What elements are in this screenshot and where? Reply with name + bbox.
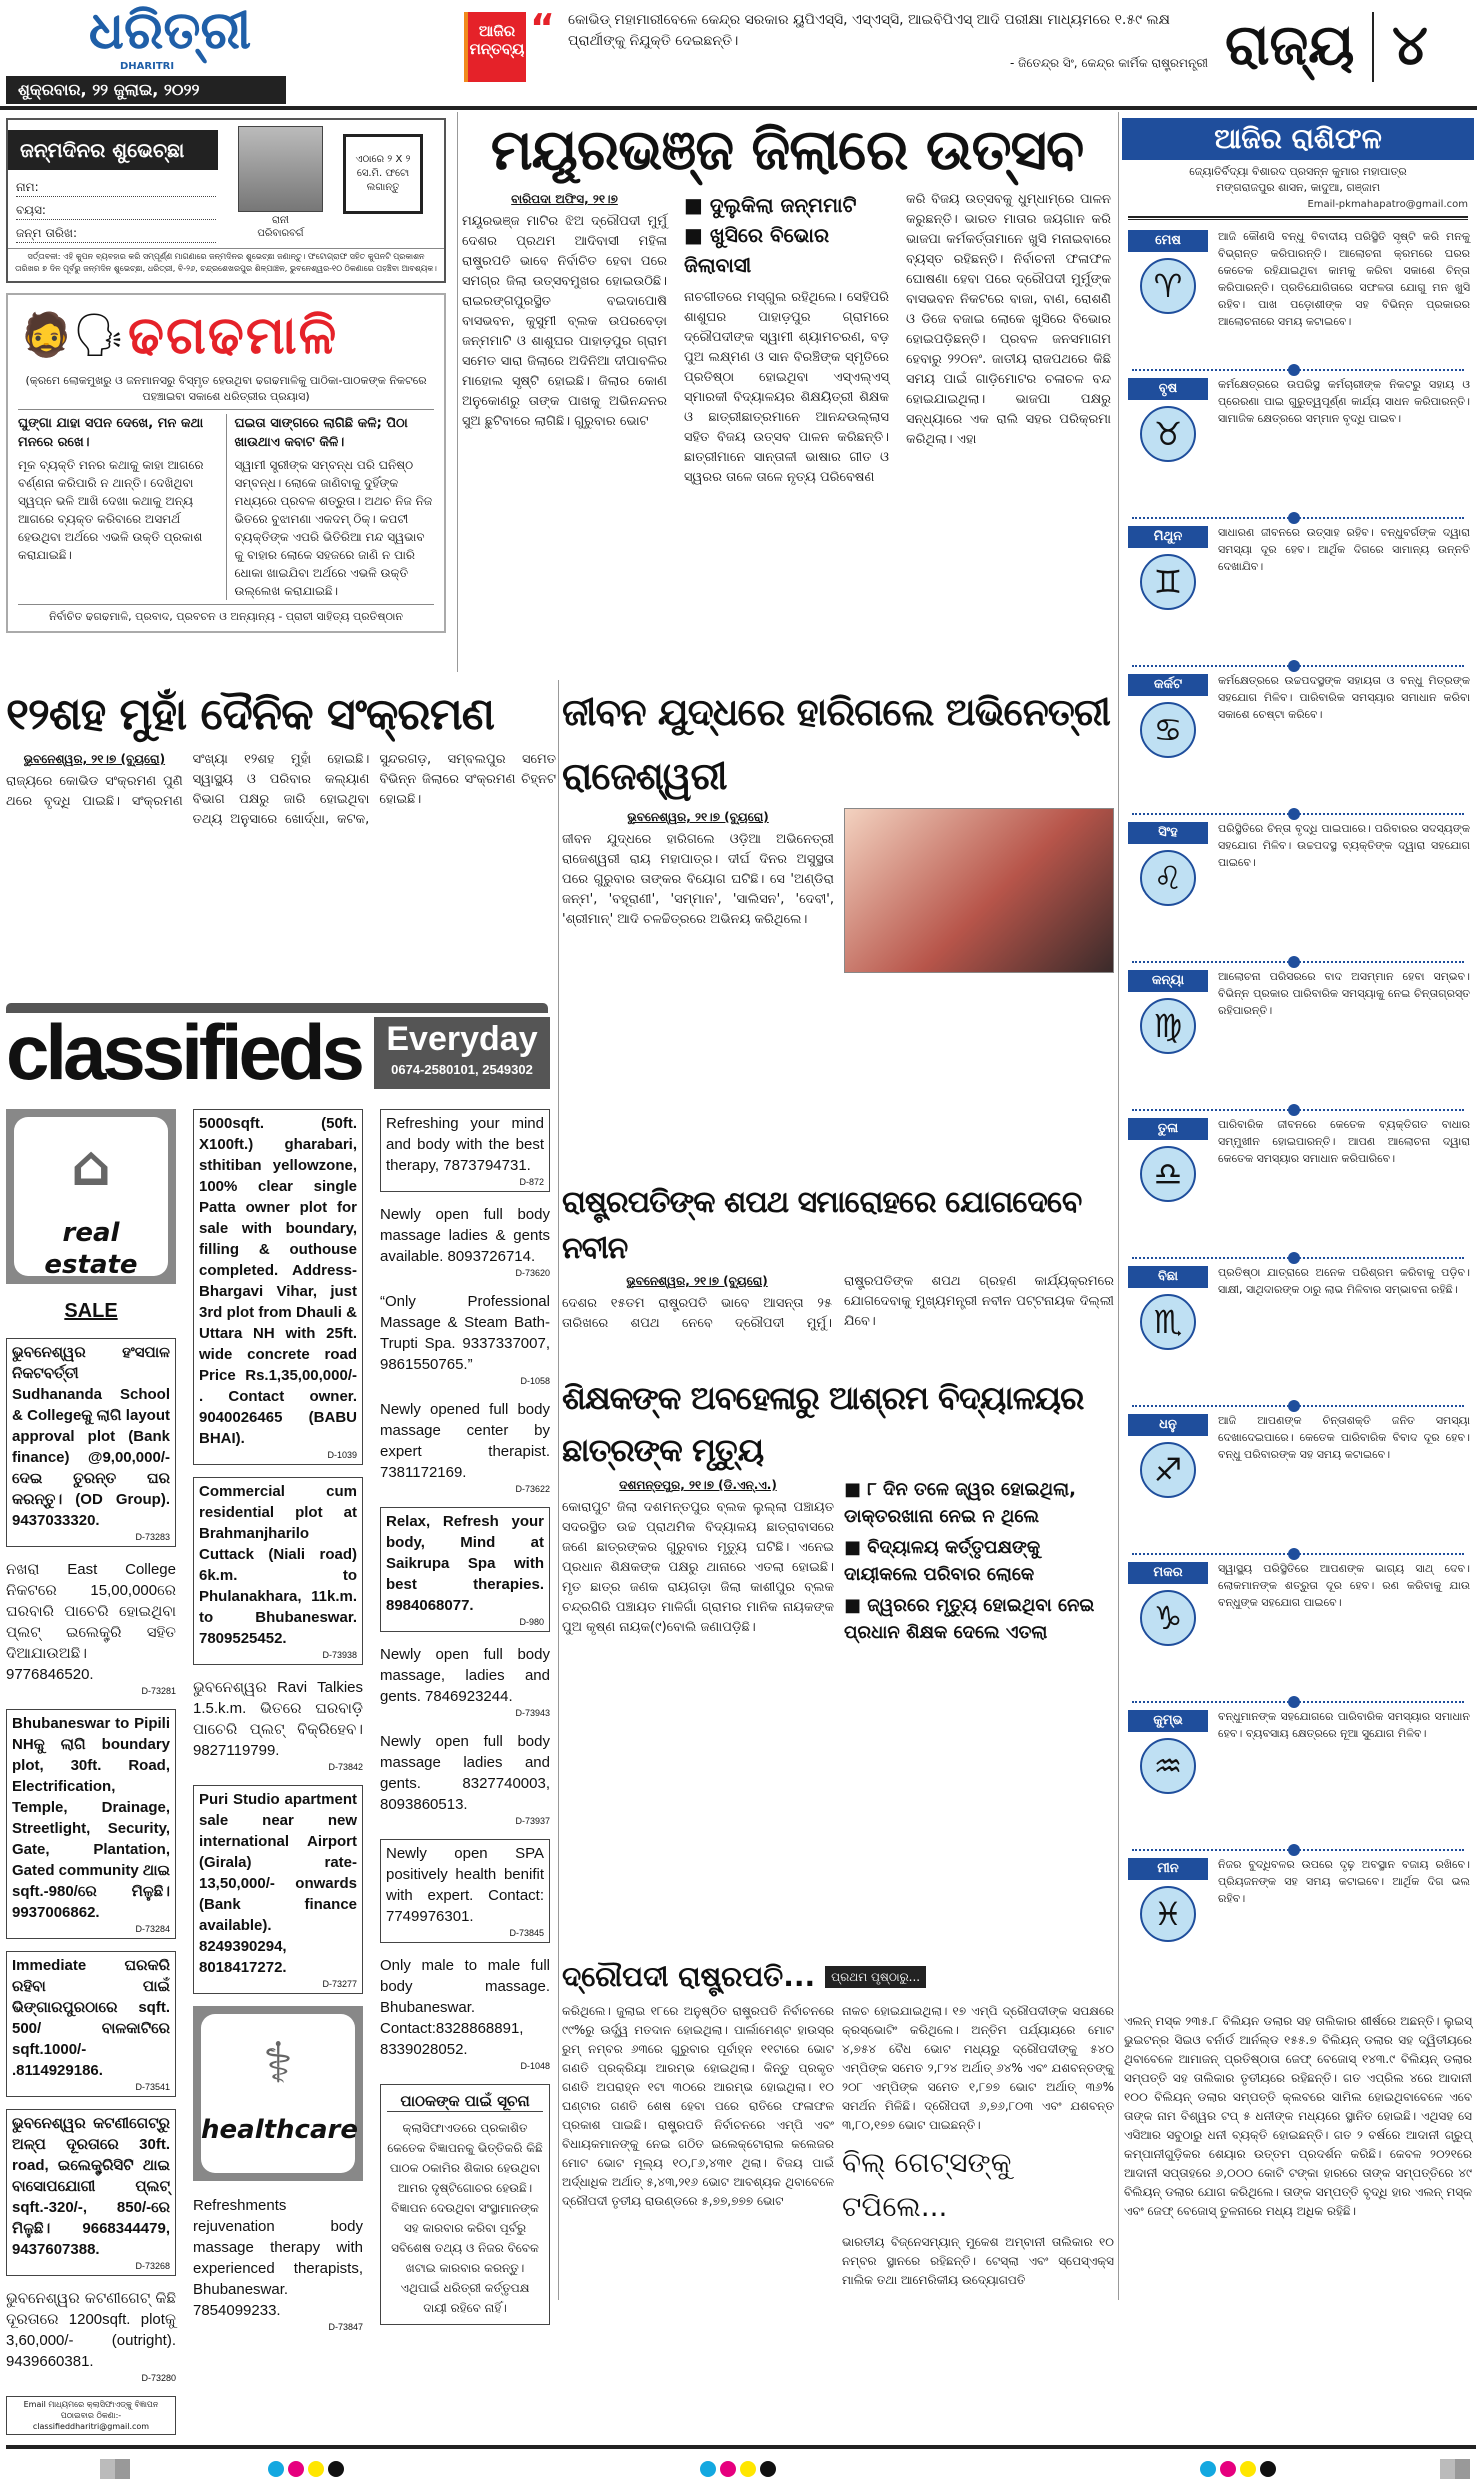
virgo-maiden-icon: ♍ bbox=[1140, 998, 1196, 1054]
ad-text: Bhubaneswar to Pipili NHକୁ ଲାଗି boundary plot, 30ft. Road, Electrification, Temple, Drainage, Streetlight, Security, Gate, Plantation, Gated community ଥାଇ sqft.-980/ରେ ମିଳୁଛି। 9937006862. bbox=[12, 1715, 170, 1921]
healthcare-banner bbox=[193, 2006, 363, 2181]
section-divider bbox=[1372, 12, 1374, 82]
proverb-row bbox=[18, 410, 434, 600]
mayurbhanj-body-2: ନାଚଗୀତରେ ମସ୍‌ଗୁଲ ରହିଥିଲେ। ସେହିପରି ଶାଶୁଘର ପାହାଡ଼ପୁର ଗ୍ରାମରେ ଦ୍ରୌପଦୀଙ୍କ ସ୍ୱାମୀ ଶ୍ୟାମଚରଣ, ବଡ଼ ପୁଅ ଲକ୍ଷ୍ମଣ ଓ ସାନ ବିରଞ୍ଚିଙ୍କ ସ୍ମୃତିରେ ପ୍ରତିଷ୍ଠା ହୋଇଥିବା ଏସ୍‌ଏଲ୍‌ଏସ୍ ସ୍ମାରକୀ ବିଦ୍ୟାଳୟର ଶିକ୍ଷୟିତ୍ରୀ ଶିକ୍ଷକ ଓ ଛାତ୍ରୀଛାତ୍ରମାନେ ଆନନ୍ଦଉଲ୍ଲାସ ସହିତ ବିଜୟ ଉତ୍ସବ ପାଳନ କରିଛନ୍ତି। ଛାତ୍ରୀମାନେ ସାନ୍ତାଳୀ ଭାଷାର ଗୀତ ଓ ସ୍ୱରର ତାଳେ ତାଳେ ନୃତ୍ୟ ପରିବେଷଣ bbox=[684, 290, 889, 485]
black-dot-icon bbox=[1260, 2461, 1276, 2477]
school-death-body: କୋରାପୁଟ ଜିଲା ଦଶମନ୍ତପୁର ବ୍ଲକ ଲୁଲ୍ଲା ପଞ୍ଚାୟତ ସଦରସ୍ଥିତ ଉଚ୍ଚ ପ୍ରାଥମିକ ବିଦ୍ୟାଳୟ ଛାତ୍ରାବାସରେ ଜଣେ ଛାତ୍ରଙ୍କର ଗୁରୁବାର ମୃତ୍ୟୁ ଘଟିଛି। ଏନେଇ ପ୍ରଧାନ ଶିକ୍ଷକଙ୍କ ପକ୍ଷରୁ ଥାନାରେ ଏତଲା ହୋଇଛି। ମୃତ ଛାତ୍ର ଜଣକ ରାୟଗଡ଼ା ଜିଲା କାଶୀପୁର ବ୍ଲକ ଚନ୍ଦ୍ରଗିରି ପଞ୍ଚାୟତ ମାଳିଗାଁ ଗ୍ରାମର ମାନିକ ନାୟକଙ୍କ ପୁଅ କୃଷ୍ଣ ନାୟକ(୯)ବୋଲି ଜଣାପଡ଼ିଛି। bbox=[562, 1500, 834, 1635]
ad-code: D-73622 bbox=[515, 1484, 550, 1494]
mayurbhanj-col1 bbox=[462, 190, 667, 488]
ad-code: D-73281 bbox=[141, 1686, 176, 1696]
school-death-row bbox=[562, 1476, 1114, 1646]
horoscope-sign bbox=[1122, 374, 1474, 521]
ad-code: D-73845 bbox=[509, 1928, 544, 1938]
sign-name: କନ୍ୟା bbox=[1128, 970, 1208, 992]
classifieds-col-1 bbox=[6, 1109, 176, 2435]
classified-ad[interactable] bbox=[193, 1785, 363, 1994]
mayurbhanj-body-3: କରି ବିଜୟ ଉତ୍ସବକୁ ଧୁମ୍‌ଧାମ୍‌ରେ ପାଳନ କରୁଛନ୍ତି। ଭାରତ ମାତାର ଜୟଗାନ କରି ଭାଜପା କର୍ମକର୍ତ୍ତାମାନେ ଖୁସି ମନାଇବାରେ ବ୍ୟସ୍ତ ରହିଛନ୍ତି। ନିର୍ବାଚନୀ ଫଳାଫଳ ଘୋଷଣା ହେବା ପରେ ଦ୍ରୌପଦୀ ମୁର୍ମୁଙ୍କ ବାସଭବନ ନିକଟରେ ବାଜା, ବାଣ, ରୋଶଣି ଓ ଡିଜେ ବଜାଇ ଲୋକେ ଖୁସିରେ ବିଭୋର ହୋଇପଡ଼ିଛନ୍ତି। ପ୍ରବଳ ଜନସମାଗମ ହେବାରୁ ୨୨୦ନଂ. ଜାତୀୟ ରାଜପଥରେ କିଛି ସମୟ ପାଇଁ ଗାଡ଼ିମୋଟର ଚଳାଚଳ ବନ୍ଦ ହୋଇଯାଇଥିଲା। ଭାଜପା ପକ୍ଷରୁ ସନ୍ଧ୍ୟାରେ ଏକ ରାଲି ସହର ପରିକ୍ରମା କରିଥିଲା। ଏହା bbox=[906, 192, 1111, 447]
ad-code: D-73268 bbox=[135, 2261, 170, 2271]
astrologer-name: ଜ୍ୟୋତିର୍ବିଦ୍ୟା ବିଶାରଦ ପ୍ରସନ୍ନ କୁମାର ମହାପାତ୍ର bbox=[1189, 165, 1407, 178]
magenta-dot-icon bbox=[1220, 2461, 1236, 2477]
bullet-text: ଖୁସିରେ ବିଭୋର ଜିଲାବାସୀ bbox=[684, 223, 830, 277]
gemini-twins-icon: ♊ bbox=[1140, 554, 1196, 610]
horoscope-sign bbox=[1122, 1854, 1474, 2001]
classified-ad[interactable] bbox=[380, 1644, 550, 1719]
horoscope-sign bbox=[1122, 1558, 1474, 1705]
sign-prediction: କର୍ମକ୍ଷେତ୍ରରେ ଉପରିସ୍ଥ କର୍ମଚାରୀଙ୍କ ନିକଟରୁ ସହାୟ ଓ ପ୍ରେରଣା ପାଇ ଗୁରୁତ୍ୱପୂର୍ଣ୍ଣ କାର୍ଯ୍ୟ ସାଧନ କରିପାରନ୍ତି। ସାମାଜିକ କ୍ଷେତ୍ରରେ ସମ୍ମାନ ବୃଦ୍ଧି ପାଇବ। bbox=[1218, 378, 1470, 425]
proverb-right-head: ଘଇତା ସାଙ୍ଗରେ ଲାଗିଛି କଳି; ପିଠା ଖାଉଥାଏ କବାଟ କିଳି। bbox=[234, 416, 408, 450]
capricorn-goat-icon: ♑ bbox=[1140, 1590, 1196, 1646]
sign-separator bbox=[1132, 1109, 1464, 1111]
classified-ad[interactable] bbox=[6, 1338, 176, 1547]
horoscope-byline bbox=[1122, 164, 1474, 196]
rajeshwari-dateline: ଭୁବନେଶ୍ୱର, ୨୧।୭ (ବ୍ୟୁରୋ) bbox=[627, 810, 769, 824]
classified-ad[interactable] bbox=[6, 2109, 176, 2276]
middle-column bbox=[562, 680, 1114, 2290]
column-rule bbox=[558, 680, 559, 2300]
classified-ad[interactable] bbox=[380, 1955, 550, 2072]
sale-heading: SALE bbox=[64, 1300, 118, 1322]
classified-ad[interactable] bbox=[380, 1291, 550, 1387]
rajeshwari-row bbox=[562, 808, 1114, 973]
proverb-right-body: ସ୍ୱାମୀ ସ୍ତ୍ରୀଙ୍କ ସମ୍ବନ୍ଧ ପରି ଘନିଷ୍ଠ ସମ୍ବନ୍ଧ। ଲୋକେ ଜାଣିବାକୁ ଦୁହିଁଙ୍କ ମଧ୍ୟରେ ପ୍ରବଳ ଶତ୍ରୁତା। ଅଥଚ ନିଜ ନିଜ ଭିତରେ ବୁଝାମଣା ଏକଦମ୍ ଠିକ୍। କପଟୀ ବ୍ୟକ୍ତିଙ୍କ ଏପରି ଭିତିରିଆ ମନ୍ଦ ସ୍ୱଭାବ କୁ ବାହାର ଲୋକେ ସହଜରେ ଜାଣି ନ ପାରି ଧୋକା ଖାଇଯିବା ଅର୍ଥରେ ଏଭଳି ଉକ୍ତି ଉଲ୍ଲେଖ କରାଯାଇଛି। bbox=[234, 458, 433, 598]
mayurbhanj-col2 bbox=[684, 190, 889, 488]
sign-prediction: ବନ୍ଧୁମାନଙ୍କ ସହଯୋଗରେ ପାରିବାରିକ ସମସ୍ୟାର ସମାଧାନ ହେବ। ବ୍ୟବସାୟ କ୍ଷେତ୍ରରେ ନୂଆ ସୁଯୋଗ ମିଳିବ। bbox=[1218, 1710, 1470, 1740]
ad-code: D-1048 bbox=[520, 2061, 550, 2071]
ad-text: Immediate ଘରକରି ରହିବା ପାଇଁ ଭିଙ୍ଗାରପୁରଠାରେ sqft. 500/ ବାଳକାଟିରେ sqft.1000/- .8114929186. bbox=[12, 1957, 170, 2079]
cancer-crab-icon: ♋ bbox=[1140, 702, 1196, 758]
ad-code: D-73283 bbox=[135, 1532, 170, 1542]
bullet-text: ଜ୍ୱରରେ ମୃତ୍ୟୁ ହୋଇଥିବା ନେଇ ପ୍ରଧାନ ଶିକ୍ଷକ ଦେଲେ ଏତଲା bbox=[844, 1595, 1095, 1643]
proverb-source: ନିର୍ବାଚିତ ଢଗଢମାଳି, ପ୍ରବାଦ, ପ୍ରବଚନ ଓ ଅନ୍ୟାନ୍ୟ - ପ୍ରାଚୀ ସାହିତ୍ୟ ପ୍ରତିଷ୍ଠାନ bbox=[18, 604, 434, 625]
column-rule bbox=[457, 112, 458, 672]
magenta-dot-icon bbox=[288, 2461, 304, 2477]
sign-prediction: କର୍ମକ୍ଷେତ୍ରରେ ଉଚ୍ଚପଦସ୍ଥଙ୍କ ସହାୟତା ଓ ବନ୍ଧୁ ମିତ୍ରଙ୍କ ସହଯୋଗ ମିଳିବ। ପାରିବାରିକ ସମସ୍ୟାର ସମାଧାନ କରିବା ସକାଶେ ଚେଷ୍ଟା କରିବେ। bbox=[1218, 674, 1470, 721]
rajeshwari-article bbox=[562, 808, 834, 973]
pisces-fish-icon: ♓ bbox=[1140, 1886, 1196, 1942]
sign-prediction: ପ୍ରତିଷ୍ଠା ଯାତ୍ରାରେ ଅନେକ ପରିଶ୍ରମ କରିବାକୁ ପଡ଼ିବ। ସାକ୍ଷୀ, ସାଥିଦାରଙ୍କ ଠାରୁ ଲାଭ ମିଳିବାର ସମ୍ଭାବନା ରହିଛି। bbox=[1218, 1266, 1470, 1296]
name-field[interactable]: ନାମ: bbox=[16, 178, 216, 197]
mayurbhanj-headline[interactable]: ମୟୂରଭଞ୍ଜ ଜିଲାରେ ଉତ୍ସବ bbox=[490, 118, 1084, 183]
ad-code: D-73284 bbox=[135, 1924, 170, 1934]
mayurbhanj-dateline: ବାରିପଦା ଅଫିସ, ୨୧।୭ bbox=[511, 192, 618, 206]
sign-name: ସିଂହ bbox=[1128, 822, 1208, 844]
dhagadamali-banner bbox=[18, 301, 434, 373]
droupadi-header bbox=[562, 1958, 1114, 1996]
proverb-right bbox=[234, 414, 434, 600]
sign-name: ମକର bbox=[1128, 1562, 1208, 1584]
yellow-dot-icon bbox=[308, 2461, 324, 2477]
classified-ad[interactable] bbox=[380, 1731, 550, 1827]
sign-separator bbox=[1132, 961, 1464, 963]
page-number: ୪ bbox=[1392, 13, 1428, 78]
aquarius-water-bearer-icon: ♒ bbox=[1140, 1738, 1196, 1794]
print-mark bbox=[1440, 2459, 1470, 2479]
astrologer-address: ମଙ୍ଗରାଜପୁର ଶାସନ, କାଦୁଆ, ଗଞ୍ଜାମ bbox=[1215, 181, 1381, 194]
oath-headline[interactable]: ରାଷ୍ଟ୍ରପତିଙ୍କ ଶପଥ ସମାରୋହରେ ଯୋଗଦେବେ ନବୀନ bbox=[562, 1185, 1082, 1266]
photo-slot: ଏଠାରେ ୨ X ୨ ସେ.ମି. ଫଟୋ ଲଗାନ୍ତୁ bbox=[343, 134, 423, 214]
quote-block bbox=[568, 10, 1208, 72]
ad-text: “Only Professional Massage & Steam Bath- Trupti Spa. 9337337007, 9861550765.” bbox=[380, 1293, 550, 1373]
ad-text: Newly open full body massage, ladies and gents. 7846923244. bbox=[380, 1646, 550, 1705]
rajeshwari-photo bbox=[844, 808, 1114, 973]
scorpio-scorpion-icon: ♏ bbox=[1140, 1294, 1196, 1350]
sign-separator bbox=[1132, 517, 1464, 519]
classified-ad[interactable] bbox=[6, 1951, 176, 2097]
print-mark bbox=[100, 2459, 130, 2479]
black-dot-icon bbox=[328, 2461, 344, 2477]
mayurbhanj-columns bbox=[462, 190, 1112, 488]
sign-name: କର୍କଟ bbox=[1128, 674, 1208, 696]
ad-code: D-73541 bbox=[135, 2082, 170, 2092]
classifieds-title: classifieds bbox=[6, 1008, 361, 1096]
classifieds-phones: 0674-2580101, 2549302 bbox=[391, 1062, 533, 1077]
ad-code: D-73620 bbox=[515, 1268, 550, 1278]
reader-notice-text: କ୍ଲାସିଫାଏଡରେ ପ୍ରକାଶିତ କେତେକ ବିଜ୍ଞାପନକୁ ଭିତ୍ତିକରି କିଛି ପାଠକ ଠକାମିର ଶିକାର ହେଉଥିବା ଆମର ଦୃଷ୍ଟିଗୋଚର ହେଉଛି। ବିଜ୍ଞାପନ ଦେଉଥିବା ସଂସ୍ଥାମାନଙ୍କ ସହ କାରବାର କରିବା ପୂର୍ବରୁ ସବିଶେଷ ତଥ୍ୟ ଓ ନିଜର ବିବେକ ଖଟାଇ କାରବାର କରନ୍ତୁ। ଏଥିପାଇଁ ଧରିତ୍ରୀ କର୍ତ୍ତୃପକ୍ଷ ଦାୟୀ ରହିବେ ନାହିଁ। bbox=[387, 2121, 543, 2315]
sign-prediction: ପାରିବାରିକ ଜୀବନରେ କେତେକ ବ୍ୟକ୍ତିଗତ ବାଧାର ସମ୍ମୁଖୀନ ହୋଇପାରନ୍ତି। ଆପଣ ଆଲୋଚନା ଦ୍ୱାରା କେତେକ ସମସ୍ୟାର ସମାଧାନ କରିପାରିବେ। bbox=[1218, 1118, 1470, 1165]
ad-text: Newly open SPA positively health benifit with expert. Contact: 7749976301. bbox=[386, 1845, 544, 1925]
dharitri-logo-en: DHARITRI bbox=[120, 61, 175, 72]
section-name: ରାଜ୍ୟ bbox=[1225, 13, 1355, 78]
droupadi-headline[interactable]: ଦ୍ରୌପଦୀ ରାଷ୍ଟ୍ରପତି... bbox=[562, 1960, 816, 1993]
droupadi-col-2 bbox=[842, 2002, 1114, 2290]
proverb-left-body: ମୂକ ବ୍ୟକ୍ତି ମନର କଥାକୁ କାହା ଆଗରେ ବର୍ଣ୍ଣନା କରିପାରି ନ ଥାନ୍ତି। ଦେଖିଥିବା ସ୍ୱପ୍ନ ଭଳି ଆଖି ଦେଖା କଥାକୁ ଅନ୍ୟ ଆଗରେ ବ୍ୟକ୍ତ କରିବାରେ ଅସମର୍ଥ ହେଉଥିବା ଅର୍ଥରେ ଏଭଳି ଉକ୍ତି ପ୍ରକାଶ କରାଯାଇଛି। bbox=[18, 458, 204, 562]
classified-ad[interactable] bbox=[380, 1507, 550, 1632]
age-field[interactable]: ବୟସ: bbox=[16, 201, 216, 220]
classified-ad[interactable] bbox=[6, 2288, 176, 2384]
horoscope-sign bbox=[1122, 1114, 1474, 1261]
droupadi-body-1: କରିଥିଲେ। ଜୁଲାଇ ୧୮ରେ ଅନୁଷ୍ଠିତ ରାଷ୍ଟ୍ରପତି ନିର୍ବାଚନରେ ୯୯%ରୁ ଊର୍ଦ୍ଧ୍ୱ ମତଦାନ ହୋଇଥିଲା। ପାର୍ଲାମେଣ୍ଟ ହାଉସ୍‌ର ରୁମ୍ ନମ୍ବର ୬୩ରେ ଗୁରୁବାର ପୂର୍ବାହ୍ନ ୧୧ଟାରେ ଭୋଟ ଗଣତି ପ୍ରକ୍ରିୟା ଆରମ୍ଭ ହୋଇଥିଲା। କିନ୍ତୁ ପ୍ରକୃତ ଗଣତି ଅପରାହ୍ନ ୧ଟା ୩୦ରେ ଆରମ୍ଭ ହୋଇଥିଲା। ୧୦ ଘଣ୍ଟାର ଗଣତି ଶେଷ ହେବା ପରେ ରାତିରେ ଫଳାଫଳ ପ୍ରକାଶ ପାଇଛି। ରାଷ୍ଟ୍ରପତି ନିର୍ବାଚନରେ ଏମ୍‌ପି ଏବଂ ବିଧାୟକମାନଙ୍କୁ ନେଇ ଗଠିତ ଇଲେକ୍ଟୋରାଲ କଲେଜର ମୋଟ ଭୋଟ ମୂଲ୍ୟ ୧୦,୮୬,୪୩୧ ଥିଲା। ବିଜୟ ପାଇଁ ଅର୍ଦ୍ଧାଧିକ ଅର୍ଥାତ୍ ୫,୪୩,୨୧୬ ଭୋଟ ଆବଶ୍ୟକ ଥିବାବେଳେ ଦ୍ରୌପଦୀ ତୃତୀୟ ରାଉଣ୍ଡରେ ୫,୭୭,୭୭୭ ଭୋଟ bbox=[562, 2004, 834, 2208]
ad-text: ନଖରା East College ନିକଟରେ 15,00,000ରେ ଘରବାରି ପାଚେରି ହୋଇଥିବା ପ୍ଲଟ୍ ଇଲେକ୍ଟ୍ରି ସହିତ ଦିଆଯାଉଅଛି। 9776846520. bbox=[6, 1561, 176, 1683]
oath-article bbox=[562, 1272, 1114, 1334]
taurus-bull-icon: ♉ bbox=[1140, 406, 1196, 462]
classified-ad[interactable] bbox=[6, 1709, 176, 1939]
proverb-left bbox=[18, 414, 218, 600]
classified-ad[interactable] bbox=[193, 1109, 363, 1465]
issue-date: ଶୁକ୍ରବାର, ୨୨ ଜୁଲାଇ, ୨୦୨୨ bbox=[6, 76, 286, 104]
ad-text: ଭୁବନେଶ୍ୱର କଟଣୀଗେଟ୍ କିଛି ଦୂରତାରେ 1200sqft. plotକୁ 3,60,000/- (outright). 9439660381. bbox=[6, 2290, 176, 2370]
sagittarius-archer-icon: ♐ bbox=[1140, 1442, 1196, 1498]
ad-text: Relax, Refresh your body, Mind at Saikrupa Spa with best therapies. 8984068077. bbox=[386, 1513, 544, 1614]
sign-prediction: ସ୍ୱାସ୍ଥ୍ୟ ପରିସ୍ଥିତିରେ ଆପଣଙ୍କ ଭାଗ୍ୟ ସାଥ୍ ଦେବ। ଲୋକମାନଙ୍କ ଶତ୍ରୁତା ଦୂର ହେବ। ରଣ କରିବାକୁ ଯାଉ ବନ୍ଧୁଙ୍କ ସହଯୋଗ ପାଇବେ। bbox=[1218, 1562, 1470, 1609]
ad-code: D-73842 bbox=[328, 1762, 363, 1772]
real-estate-label: real estate bbox=[44, 1218, 138, 1280]
sign-name: ମୀନ bbox=[1128, 1858, 1208, 1880]
bill-gates-headline[interactable]: ବିଲ୍ ଗେଟ୍ସଙ୍କୁ ଟପିଲେ... bbox=[842, 2146, 1012, 2223]
birthday-coupon bbox=[6, 118, 446, 283]
covid-body: ରାଜ୍ୟରେ କୋଭିଡ ସଂକ୍ରମଣ ପୁଣି ଥରେ ବୃଦ୍ଧି ପାଇଛି। ସଂକ୍ରମଣ ସଂଖ୍ୟା ୧୨ଶହ ମୁହାଁ ହୋଇଛି। ସ୍ୱାସ୍ଥ୍ୟ ଓ ପରିବାର କଲ୍ୟାଣ ବିଭାଗ ପକ୍ଷରୁ ଜାରି ହୋଇଥିବା ତଥ୍ୟ ଅନୁସାରେ ଖୋର୍ଦ୍ଧା, କଟକ, ସୁନ୍ଦରଗଡ଼, ସମ୍ବଲପୁର ସମେତ ବିଭିନ୍ନ ଜିଲାରେ ସଂକ୍ରମଣ ଚିହ୍ନଟ ହୋଇଛି। bbox=[6, 752, 556, 827]
everyday-label: Everyday bbox=[386, 1020, 538, 1058]
proverb-left-head: ଘୁଙ୍ଗା ଯାହା ସପନ ଦେଖେ, ମନ କଥା ମନରେ ରଖେ। bbox=[18, 416, 204, 450]
real-estate-banner bbox=[6, 1109, 176, 1284]
ad-text: ଭୁବନେଶ୍ୱର ହଂସପାଳ ନିକଟବର୍ତ୍ତୀ Sudhananda School & Collegeକୁ ଲାଗି layout approval plot (Bank finance) @9,00,000/- ଦେଇ ତୁରନ୍ତ ଘର କରନ୍ତୁ। (OD Group). 9437033320. bbox=[12, 1344, 170, 1529]
dhagadamali-title: ଢଗଢମାଳି bbox=[128, 306, 339, 366]
sign-prediction: ନିଜର ବୁଦ୍ଧିବଳର ଉପରେ ଦୃଢ଼ ଅବସ୍ଥାନ ବଜାୟ ରଖିବେ। ପ୍ରିୟଜନଙ୍କ ସହ ସମୟ କଟାଇବେ। ଆର୍ଥିକ ଦିଗ ଭଲ ରହିବ। bbox=[1218, 1858, 1470, 1905]
dob-field[interactable]: ଜନ୍ମ ତାରିଖ: bbox=[16, 224, 216, 243]
bullet-text: ବିଦ୍ୟାଳୟ କର୍ତ୍ତୃପକ୍ଷଙ୍କୁ ଦାୟୀକଲେ ପରିବାର ଲୋକେ bbox=[844, 1537, 1041, 1585]
sign-separator bbox=[1132, 1553, 1464, 1555]
real-estate-banner-inner bbox=[14, 1117, 168, 1280]
droupadi-section bbox=[562, 1958, 1114, 2290]
sign-name: ମେଷ bbox=[1128, 230, 1208, 252]
sign-name: ଧନୁ bbox=[1128, 1414, 1208, 1436]
classified-ad[interactable] bbox=[380, 1839, 550, 1943]
dhagadamali-intro: (କ୍ରମେ ଲୋକମୁଖରୁ ଓ ଜନମାନସରୁ ବିସ୍ମୃତ ହେଉଥିବା ଢଗଢମାଳିକୁ ପାଠିକା-ପାଠକଙ୍କ ନିକଟରେ ପହଞ୍ଚାଇବା ସକାଶେ ଧରିତ୍ରୀର ପ୍ରୟାସ) bbox=[18, 373, 434, 410]
reader-notice bbox=[380, 2084, 550, 2325]
rajeshwari-headline[interactable]: ଜୀବନ ଯୁଦ୍ଧରେ ହାରିଗଲେ ଅଭିନେତ୍ରୀ ରାଜେଶ୍ୱରୀ bbox=[562, 690, 1110, 798]
ad-code: D-73277 bbox=[322, 1979, 357, 1989]
dhagadamali-box bbox=[6, 293, 446, 633]
school-death-article bbox=[562, 1476, 834, 1646]
sign-prediction: ଆଜି କୌଣସି ବନ୍ଧୁ ବିବାଦୀୟ ପରିସ୍ଥିତି ସୃଷ୍ଟି କରି ମନକୁ ବିଭ୍ରାନ୍ତ କରିପାରନ୍ତି। ଆଲୋଚନା କ୍ରମରେ ଘରର କେତେକ ରହିଯାଇଥିବା କାମକୁ କରିବା ସକାଶେ ଚିନ୍ତା କରିପାରନ୍ତି। ପ୍ରତିଯୋଗିତାରେ ସଫଳତା ଯୋଗୁ ମନ ଖୁସି ରହିବ। ପାଖ ପଡ଼ୋଶୀଙ୍କ ସହ ବିଭିନ୍ନ ପ୍ରକାରର ଆଲୋଚନାରେ ସମୟ କଟାଇବେ। bbox=[1218, 230, 1470, 328]
sign-separator bbox=[1132, 369, 1464, 371]
footer-rule bbox=[6, 2445, 1476, 2449]
ad-text: Newly opened full body massage center by expert therapist. 7381172169. bbox=[380, 1401, 550, 1481]
droupadi-row bbox=[562, 2002, 1114, 2290]
horoscope-sign bbox=[1122, 1410, 1474, 1557]
sign-separator bbox=[1132, 1701, 1464, 1703]
classified-ad[interactable] bbox=[6, 1559, 176, 1697]
classified-ad[interactable] bbox=[380, 1204, 550, 1279]
cyan-dot-icon bbox=[268, 2461, 284, 2477]
ad-code: D-73943 bbox=[515, 1708, 550, 1718]
healthcare-banner-inner bbox=[201, 2014, 358, 2173]
quote-text: କୋଭିଡ୍ ମହାମାରୀବେଳେ କେନ୍ଦ୍ର ସରକାର ୟୁପିଏସ୍‌ସି, ଏସ୍‌ଏସ୍‌ସି, ଆଇବିପିଏସ୍ ଆଦି ପରୀକ୍ଷା ମାଧ୍ୟମରେ ୧.୫୯ ଲକ୍ଷ ପ୍ରାର୍ଥୀଙ୍କୁ ନିଯୁକ୍ତି ଦେଇଛନ୍ତି। bbox=[568, 12, 1170, 49]
bill-gates-body-2: ଏଲନ୍ ମସ୍କ ୨୩୫.୮ ବିଲିୟନ ଡଲାର ସହ ତାଲିକାର ଶୀର୍ଷରେ ଅଛନ୍ତି। ଲୁଇସ୍ ଭୁଇଟନ୍‌ର ସିଇଓ ବର୍ନାର୍ଡ ଆର୍ନଲ୍ଡ ୧୫୫.୭ ବିଲିୟନ୍ ଡଲାର ସହ ଦ୍ୱିତୀୟରେ ଥିବାବେଳେ ଆମାଜନ୍ ପ୍ରତିଷ୍ଠାତା ଜେଫ୍ ବେଜୋସ୍ ୧୪୩.୯ ବିଲିୟନ୍ ଡଲାର ସମ୍ପତ୍ତି ସହ ତାଲିକାର ତୃତୀୟରେ ରହିଛନ୍ତି। ଗତ ଏପ୍ରିଲ ୪ରେ ଆଦାନୀ ୧୦୦ ବିଲିୟନ୍ ଡଲାର ସମ୍ପତ୍ତି କ୍ଲବରେ ସାମିଲ ହୋଇଥିବାବେଳେ ଏବେ ତାଙ୍କ ନାମ ବିଶ୍ୱର ଟପ୍ ୫ ଧନୀଙ୍କ ମଧ୍ୟରେ ସ୍ଥାନିତ ହୋଇଛି। ଏଥିସହ ସେ ଏସିଆର ସବୁଠାରୁ ଧନୀ ବ୍ୟକ୍ତି ହୋଇଛନ୍ତି। ଗତ ୨ ବର୍ଷରେ ଆଦାନୀ ଗ୍ରୁପ୍ କମ୍ପାନୀଗୁଡ଼ିକର ଶେୟାର ଉତ୍ତମ ପ୍ରଦର୍ଶନ କରିଛି। କେବଳ ୨୦୨୧ରେ ଆଦାନୀ ସପ୍ତାହରେ ୬,୦୦୦ କୋଟି ଟଙ୍କା ହାରରେ ତାଙ୍କ ସମ୍ପତ୍ତିରେ ୪୯ ବିଲିୟନ୍ ଡଲାର ଯୋଗ କରିଥିଲେ। ତାଙ୍କ ସମ୍ପତ୍ତି ବୃଦ୍ଧି ହାର ଏଲନ୍ ମସ୍କ ଏବଂ ଜେଫ୍ ବେଜୋସ୍ ତୁଳନାରେ ମଧ୍ୟ ଅଧିକ ରହିଛି। bbox=[1124, 2014, 1472, 2218]
horoscope-sign bbox=[1122, 966, 1474, 1113]
school-death-bullets bbox=[844, 1476, 1112, 1646]
bullet-text: ଦୁଲୁକିଲା ଜନ୍ମମାଟି bbox=[709, 193, 857, 217]
child-name: ରାନୀ bbox=[271, 215, 290, 226]
sign-separator bbox=[1132, 1405, 1464, 1407]
sign-separator bbox=[1132, 813, 1464, 815]
school-death-section bbox=[562, 1372, 1114, 1958]
quote-of-day-tag: ଆଜିର ମନ୍ତବ୍ୟ bbox=[464, 12, 526, 82]
quote-mark-icon: “ bbox=[530, 6, 555, 50]
classified-ad[interactable] bbox=[193, 1477, 363, 1665]
ad-code: D-73280 bbox=[141, 2373, 176, 2383]
rajeshwari-section bbox=[562, 680, 1114, 1180]
classifieds-header bbox=[6, 1003, 556, 1103]
classifieds-col-3 bbox=[380, 1109, 550, 2435]
sign-separator bbox=[1132, 665, 1464, 667]
libra-scales-icon: ♎ bbox=[1140, 1146, 1196, 1202]
ad-code: D-980 bbox=[519, 1617, 544, 1627]
classifieds-columns bbox=[6, 1109, 556, 2435]
birthday-title: ଜନ୍ମଦିନର ଶୁଭେଚ୍ଛା bbox=[8, 130, 218, 170]
bullet: ■ ୮ ଦିନ ତଳେ ଜ୍ୱର ହୋଇଥିଲା, ଡାକ୍ତରଖାନା ନେଇ ନ ଥିଲେ bbox=[844, 1479, 1076, 1527]
ad-text: Newly open full body massage ladies & gents available. 8093726714. bbox=[380, 1206, 550, 1265]
classifieds-contact bbox=[374, 1017, 550, 1089]
cyan-dot-icon bbox=[700, 2461, 716, 2477]
divider bbox=[226, 414, 227, 600]
ad-text: Only male to male full body massage. Bhubaneswar. Contact:8328868891, 8339028052. bbox=[380, 1957, 550, 2058]
column-rule bbox=[1118, 112, 1119, 2300]
horoscope-sign bbox=[1122, 1262, 1474, 1409]
ad-code: D-73937 bbox=[515, 1816, 550, 1826]
mayurbhanj-bullet: ■ ଦୁଲୁକିଲା ଜନ୍ମମାଟି bbox=[684, 193, 857, 217]
classified-ad[interactable] bbox=[380, 1109, 550, 1192]
school-death-headline[interactable]: ଶିକ୍ଷକଙ୍କ ଅବହେଳାରୁ ଆଶ୍ରମ ବିଦ୍ୟାଳୟର ଛାତ୍ରଙ୍କ ମୃତ୍ୟୁ bbox=[562, 1379, 1084, 1469]
stethoscope-icon: ⚕ bbox=[262, 2031, 294, 2096]
oath-body: ଦେଶର ୧୫ତମ ରାଷ୍ଟ୍ରପତି ଭାବେ ଆସନ୍ତା ୨୫ ତାରିଖରେ ଶପଥ ନେବେ ଦ୍ରୌପଦୀ ମୁର୍ମୁ। ରାଷ୍ଟ୍ରପତିଙ୍କ ଶପଥ ଗ୍ରହଣ କାର୍ଯ୍ୟକ୍ରମରେ ଯୋଗଦେବାକୁ ମୁଖ୍ୟମନ୍ତ୍ରୀ ନବୀନ ପଟ୍ଟନାୟକ ଦିଲ୍ଲୀ ଯିବେ। bbox=[562, 1274, 1114, 1331]
classified-ad[interactable] bbox=[193, 2195, 363, 2333]
ad-text: 5000sqft. (50ft. X100ft.) gharabari, sthitiban yellowzone, 100% clear single Patta owner plot for sale with boundary, filling & outhouse completed. Address- Bhargavi Vihar, just 3rd plot from Dhauli & Uttara NH with 25ft. wide concrete road Price Rs.1,35,00,000/- . Contact owner. 9040026465 (BABU BHAI). bbox=[199, 1115, 357, 1447]
coupon-terms: ସର୍ତ୍ତାବଳୀ: ଏହି କୁପନ ବ୍ୟବହାର କରି ସମ୍ପୂର୍ଣ୍ଣ ମାଗଣାରେ ଜନ୍ମଦିନର ଶୁଭେଚ୍ଛା ଜଣାନ୍ତୁ। ଫଟୋଗ୍ରାଫ ସହିତ କୁପନଟି ପ୍ରକାଶନ ତାରିଖର ୭ ଦିନ ପୂର୍ବରୁ ଜନ୍ମଦିନ ଶୁଭେଚ୍ଛା, ଧରିତ୍ରୀ, ବି-୨୬, ଚନ୍ଦ୍ରଶେଖରପୁର ଶିଳ୍ପାଞ୍ଚଳ, ଭୁବନେଶ୍ୱର-୧୦ ଠିକଣାରେ ପହଞ୍ଚିବା ଆବଶ୍ୟକ। bbox=[8, 248, 444, 277]
ad-text: Newly open full body massage ladies and gents. 8327740003, 8093860513. bbox=[380, 1733, 550, 1813]
sign-prediction: ସାଧାରଣ ଜୀବନରେ ଉତ୍ସାହ ରହିବ। ବନ୍ଧୁବର୍ଗଙ୍କ ଦ୍ୱାରା ସମସ୍ୟା ଦୂର ହେବ। ଆର୍ଥିକ ଦିଗରେ ସାମାନ୍ୟ ଉନ୍ନତି ଦେଖାଯିବ। bbox=[1218, 526, 1470, 573]
horoscope-sign bbox=[1122, 670, 1474, 817]
horoscope-sign bbox=[1122, 1706, 1474, 1853]
ad-code: D-1058 bbox=[520, 1376, 550, 1386]
dharitri-logo: ଧରିତ୍ରୀ bbox=[88, 0, 252, 61]
yellow-dot-icon bbox=[740, 2461, 756, 2477]
header-rule bbox=[0, 106, 1477, 110]
horoscope-title: ଆଜିର ରାଶିଫଳ bbox=[1122, 118, 1474, 160]
oath-section bbox=[562, 1180, 1114, 1372]
bullet: ■ ଜ୍ୱରରେ ମୃତ୍ୟୁ ହୋଇଥିବା ନେଇ ପ୍ରଧାନ ଶିକ୍ଷକ ଦେଲେ ଏତଲା bbox=[844, 1595, 1095, 1643]
ad-text: Commercial cum residential plot at Brahmanjharilo Cuttack (Niali road) 6k.m. to Phulanakhara, 11k.m. to Bhubaneswar. 7809525452. bbox=[199, 1483, 357, 1647]
house-icon: ⌂ bbox=[70, 1134, 112, 1199]
bullet-text: ୮ ଦିନ ତଳେ ଜ୍ୱର ହୋଇଥିଲା, ଡାକ୍ତରଖାନା ନେଇ ନ ଥିଲେ bbox=[844, 1479, 1076, 1527]
child-from: ପରିବାରବର୍ଗ bbox=[257, 228, 304, 239]
ad-text: Refreshments rejuvenation body massage therapy with experienced therapists, Bhubaneswar. 7854099233. bbox=[193, 2197, 363, 2319]
sign-name: ମିଥୁନ bbox=[1128, 526, 1208, 548]
bullet: ■ ବିଦ୍ୟାଳୟ କର୍ତ୍ତୃପକ୍ଷଙ୍କୁ ଦାୟୀକଲେ ପରିବାର ଲୋକେ bbox=[844, 1537, 1041, 1585]
sign-name: କୁମ୍ଭ bbox=[1128, 1710, 1208, 1732]
horoscope-sign bbox=[1122, 522, 1474, 669]
horoscope-column bbox=[1122, 118, 1474, 2008]
ad-code: D-872 bbox=[519, 1177, 544, 1187]
child-photo bbox=[238, 126, 323, 212]
sign-name: ବିଛା bbox=[1128, 1266, 1208, 1288]
classified-ad[interactable] bbox=[193, 1677, 363, 1773]
mayurbhanj-article bbox=[462, 112, 1112, 488]
sign-prediction: ଆଲୋଚନା ପରିସରରେ ବାଦ ଅସମ୍ମାନ ହେବା ସମ୍ଭବ। ବିଭିନ୍ନ ପ୍ରକାର ପାରିବାରିକ ସମସ୍ୟାକୁ ନେଇ ଚିନ୍ତାଗ୍ରସ୍ତ ରହିପାରନ୍ତି। bbox=[1218, 970, 1470, 1017]
covid-article bbox=[6, 750, 556, 830]
covid-section bbox=[6, 680, 556, 1003]
black-dot-icon bbox=[760, 2461, 776, 2477]
ad-text: Refreshing your mind and body with the best therapy, 7873794731. bbox=[386, 1115, 544, 1174]
healthcare-label: healthcare bbox=[201, 2115, 358, 2145]
classifieds-col-2 bbox=[193, 1109, 363, 2435]
horoscope-sign bbox=[1122, 818, 1474, 965]
astrologer-email[interactable]: Email-pkmahapatro@gmail.com bbox=[1307, 199, 1468, 210]
magenta-dot-icon bbox=[720, 2461, 736, 2477]
ad-code: D-1039 bbox=[327, 1450, 357, 1460]
oath-dateline: ଭୁବନେଶ୍ୱର, ୨୧।୭ (ବ୍ୟୁରୋ) bbox=[626, 1274, 768, 1288]
cyan-dot-icon bbox=[1200, 2461, 1216, 2477]
horoscope-sign bbox=[1122, 226, 1474, 373]
aries-ram-icon: ♈ bbox=[1140, 258, 1196, 314]
school-death-dateline: ଦଶମନ୍ତପୁର, ୨୧।୭ (ଡି.ଏନ୍.ଏ.) bbox=[619, 1478, 777, 1492]
sign-separator bbox=[1132, 1849, 1464, 1851]
ad-code: D-73847 bbox=[328, 2322, 363, 2332]
yellow-dot-icon bbox=[1240, 2461, 1256, 2477]
bill-gates-body-1: ଭାରତୀୟ ବିଜ୍‌ନେସମ୍ୟାନ୍ ମୁକେଶ ଅମ୍ବାନୀ ତାଲିକାର ୧୦ ନମ୍ବର ସ୍ଥାନରେ ରହିଛନ୍ତି। ଟେସ୍‌ଲା ଏବଂ ସ୍ପେସ୍‌ଏକ୍ସ ମାଲିକ ତଥା ଆମେରିକୀୟ ଉଦ୍ୟୋଗପତି bbox=[842, 2235, 1114, 2287]
ad-code: D-73938 bbox=[322, 1650, 357, 1660]
ad-text: ଭୁବନେଶ୍ୱର କଟଣୀଗେଟ୍‌ରୁ ଅଳ୍ପ ଦୂରତାରେ 30ft. road, ଇଲେକ୍ଟ୍ରିସିଟି ଥାଇ ବାସୋପଯୋଗୀ ପ୍ଲଟ୍ sqft.-320/-, 850/-ରେ ମିଳୁଛି। 9668344479, 9437607388. bbox=[12, 2115, 170, 2258]
rajeshwari-body: ଜୀବନ ଯୁଦ୍ଧରେ ହାରିଗଲେ ଓଡ଼ିଆ ଅଭିନେତ୍ରୀ ରାଜେଶ୍ୱରୀ ରାୟ ମହାପାତ୍ର। ଦୀର୍ଘ ଦିନର ଅସୁସ୍ଥତା ପରେ ଗୁରୁବାର ତାଙ୍କର ବିୟୋଗ ଘଟିଛି। ସେ 'ଅଣ୍ଡିରା ଜନ୍ମ', 'ବହୂରାଣୀ', 'ସମ୍ମାନ', 'ସାଲିସନ', 'ଦେବୀ', 'ଶ୍ରୀମାନ୍' ଆଦି ଚଳଚ୍ଚିତ୍ରରେ ଅଭିନୟ କରିଥିଲେ। bbox=[562, 832, 834, 927]
sign-separator bbox=[1132, 1257, 1464, 1259]
continued-tag: ପ୍ରଥମ ପୃଷ୍ଠାରୁ... bbox=[825, 1966, 926, 1988]
droupadi-body-2: ନାକଚ ହୋଇଯାଇଥିଲା। ୧୭ ଏମ୍‌ପି ଦ୍ରୌପଦୀଙ୍କ ସପକ୍ଷରେ କ୍ରସ୍‌ଭୋଟିଂ କରିଥିଲେ। ଅନ୍ତିମ ପର୍ଯ୍ୟାୟରେ ମୋଟ ୪,୭୫୪ ବୈଧ ଭୋଟ ମଧ୍ୟରୁ ଦ୍ରୌପଦୀଙ୍କୁ ୫୪୦ ଏମ୍‌ପିଙ୍କ ସମେତ ୨,୮୨୪ ଅର୍ଥାତ୍ ୬୪% ଏବଂ ଯଶବନ୍ତଙ୍କୁ ୨୦୮ ଏମ୍‌ପିଙ୍କ ସମେତ ୧,୮୭୭ ଭୋଟ ଅର୍ଥାତ୍ ୩୬% ସମର୍ଥନ ମିଳିଛି। ଦ୍ରୌପଦୀ ୬,୭୬,୮୦୩ ଏବଂ ଯଶବନ୍ତ ୩,୮୦,୧୭୭ ଭୋଟ ପାଇଛନ୍ତି। bbox=[842, 2004, 1114, 2132]
reader-notice-title: ପାଠକଙ୍କ ପାଇଁ ସୂଚନା bbox=[387, 2091, 543, 2112]
covid-dateline: ଭୁବନେଶ୍ୱର, ୨୧।୭ (ବ୍ୟୁରୋ) bbox=[23, 752, 166, 766]
classified-email-note[interactable]: Email ମାଧ୍ୟମରେ କ୍ଲାସିଫାଏଡ୍‌କୁ ବିଜ୍ଞାପନ ପଠାଇବାର ଠିକଣା:- classifieddharitri@gmail.com bbox=[6, 2396, 176, 2435]
cartoon-faces-icon: 🧔🗣 bbox=[20, 310, 126, 359]
leo-lion-icon: ♌ bbox=[1140, 850, 1196, 906]
sign-name: ତୁଳା bbox=[1128, 1118, 1208, 1140]
mayurbhanj-body-1: ମୟୂରଭଞ୍ଜ ମାଟିର ଝିଅ ଦ୍ରୌପଦୀ ମୁର୍ମୁ ଦେଶର ପ୍ରଥମ ଆଦିବାସୀ ମହିଳା ରାଷ୍ଟ୍ରପତି ଭାବେ ନିର୍ବାଚିତ ହେବା ପରେ ସମଗ୍ର ଜିଲା ଉତ୍ସବମୁଖର ହୋଇଉଠିଛି। ରାଇରଙ୍ଗପୁରସ୍ଥିତ ବଇଦାପୋଷି ବାସଭବନ, କୁସୁମୀ ବ୍ଲକ ଉପରବେଡ଼ା ଜନ୍ମମାଟି ଓ ଶାଶୁଘର ପାହାଡ଼ପୁର ଗ୍ରାମ ସମେତ ସାରା ଜିଲାରେ ଅଦିନିଆ ଦୀପାବଳିର ମାହୋଲ ସୃଷ୍ଟି ହୋଇଛି। ଜିଲାର କୋଣ ଅନୁକୋଣରୁ ତାଙ୍କ ପାଖକୁ ଅଭିନନ୍ଦନର ସୁଅ ଛୁଟିବାରେ ଲାଗିଛି। ଗୁରୁବାର ଭୋଟ bbox=[462, 214, 667, 429]
classified-ad[interactable] bbox=[380, 1399, 550, 1495]
sign-prediction: ଆଜି ଆପଣଙ୍କ ଚିନ୍ତାଶକ୍ତି ଜନିତ ସମସ୍ୟା ଦେଖାଦେଇପାରେ। କେତେକ ପାରିବାରିକ ବିବାଦ ଦୂର ହେବ। ବନ୍ଧୁ ପରିବାରଙ୍କ ସହ ସମୟ କଟାଇବେ। bbox=[1218, 1414, 1470, 1461]
ad-text: Puri Studio apartment sale near new international Airport (Girala) rate-13,50,000/- onwards (Bank finance available). 8249390294, 8018417272. bbox=[199, 1791, 357, 1976]
child-caption bbox=[233, 214, 328, 240]
horoscope-rule bbox=[1128, 216, 1468, 220]
quote-attribution: - ଜିତେନ୍ଦ୍ର ସିଂ, କେନ୍ଦ୍ର କାର୍ମିକ ରାଷ୍ଟ୍ରମନ୍ତ୍ରୀ bbox=[1009, 56, 1208, 70]
sign-name: ବୃଷ bbox=[1128, 378, 1208, 400]
ad-text: ଭୁବନେଶ୍ୱର Ravi Talkies 1.5.k.m. ଭିତରେ ଘରବାଡ଼ି ପାଚେରି ପ୍ଲଟ୍ ବିକ୍ରିହେବ। 9827119799. bbox=[193, 1679, 363, 1759]
birthday-form bbox=[8, 120, 444, 248]
sign-prediction: ପରିସ୍ଥିତିରେ ଚିନ୍ତା ବୃଦ୍ଧି ପାଇପାରେ। ପରିବାରର ସଦସ୍ୟଙ୍କ ସହଯୋଗ ମିଳିବ। ଉଚ୍ଚପଦସ୍ଥ ବ୍ୟକ୍ତିଙ୍କ ଦ୍ୱାରା ସହଯୋଗ ପାଇବେ। bbox=[1218, 822, 1470, 869]
mayurbhanj-bullet: ■ ଖୁସିରେ ବିଭୋର ଜିଲାବାସୀ bbox=[684, 223, 830, 277]
covid-headline[interactable]: ୧୨ଶହ ମୁହାଁ ଦୈନିକ ସଂକ୍ରମଣ bbox=[6, 689, 494, 740]
